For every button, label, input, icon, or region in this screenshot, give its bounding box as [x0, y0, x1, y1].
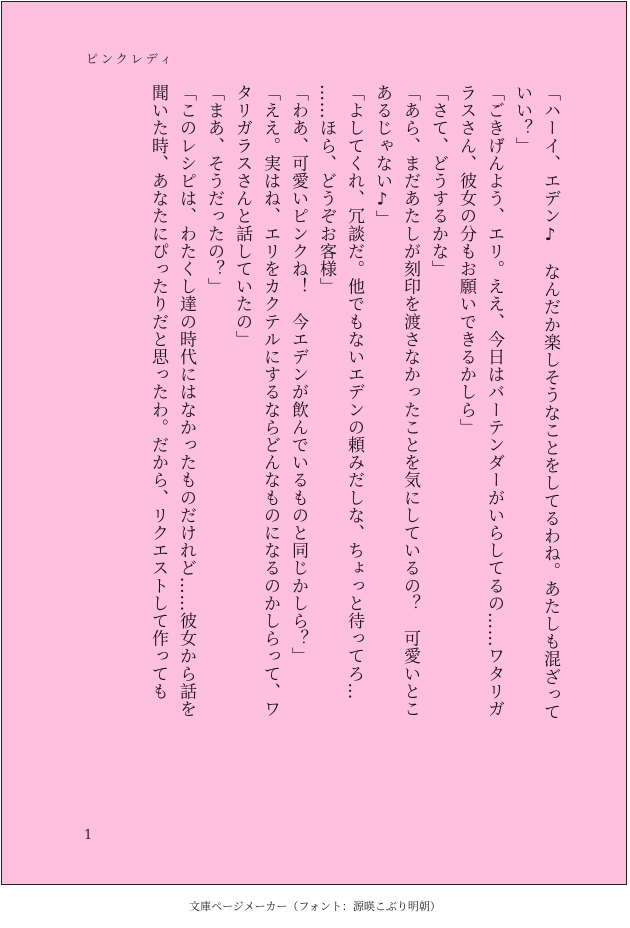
- text-line: ……ほら、どうぞお客様」: [316, 84, 336, 296]
- text-line: タリガラスさんと話していたの」: [232, 84, 252, 348]
- book-page: [1, 1, 627, 885]
- text-line: 「このレシピは、わたくし達の時代にはなかったものだけれど……彼女から話を: [176, 84, 196, 718]
- text-line: いい？」: [512, 84, 532, 155]
- footer-caption: 文庫ページメーカー（フォント：源暎こぶり明朝）: [189, 900, 441, 913]
- text-line: 「よしてくれ、冗談だ。他でもないエデンの頼みだしな、ちょっと待ってろ…: [344, 84, 364, 700]
- text-line: ラスさん、彼女の分もお願いできるかしら」: [456, 84, 476, 436]
- running-title: ピンクレディ: [86, 52, 175, 66]
- text-line: 「ええ。実はね、エリをカクテルにするならどんなものになるのかしらって、ワ: [260, 84, 280, 718]
- text-line: 「あら、まだあたしが刻印を渡さなかったことを気にしているの？ 可愛いとこ: [400, 84, 420, 718]
- text-line: あるじゃない♪」: [372, 84, 392, 228]
- text-line: 「ごきげんよう、エリ。ええ、今日はバーテンダーがいらしてるの……ワタリガ: [484, 84, 504, 718]
- text-line: 「さて、どうするかな」: [428, 84, 448, 278]
- page-number: 1: [84, 828, 93, 843]
- text-line: 「ハーイ、エデン♪ なんだか楽しそうなことをしてるわね。あたしも混ざって: [540, 84, 560, 721]
- text-line: 「まあ、そうだったの？」: [204, 84, 224, 296]
- vertical-text-body: [78, 84, 564, 824]
- text-line: 聞いた時、あなたにぴったりだと思ったわ。だから、リクエストして作っても: [148, 84, 168, 700]
- text-line: 「わあ、可愛いピンクね！ 今エデンが飲んでいるものと同じかしら？」: [288, 84, 308, 665]
